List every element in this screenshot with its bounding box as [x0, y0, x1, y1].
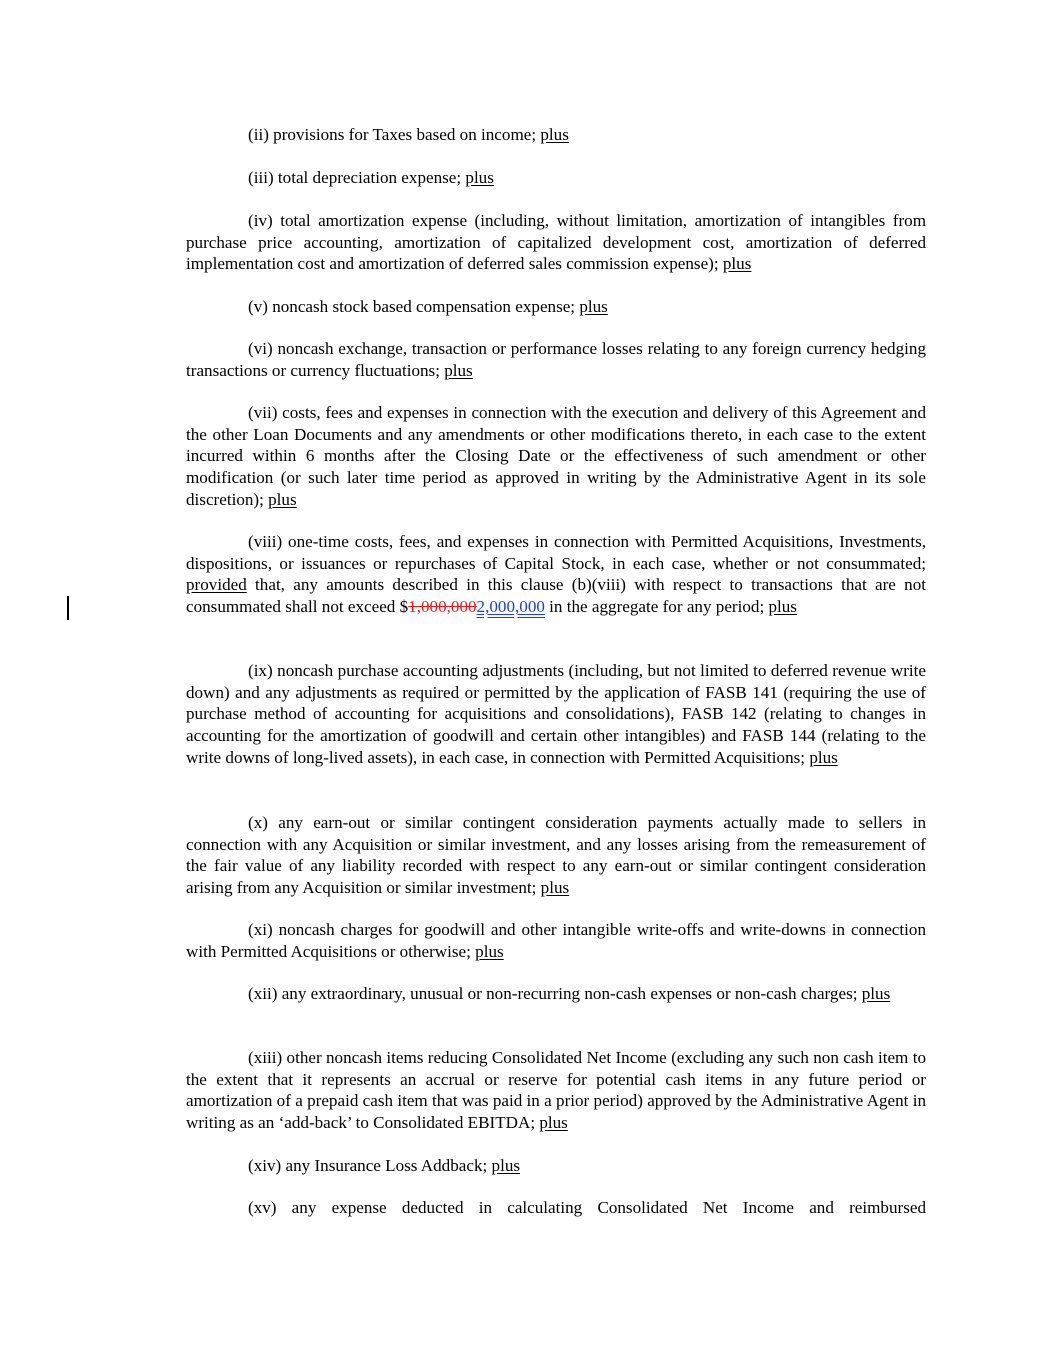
plus-connector: plus	[491, 1156, 521, 1175]
plus-connector: plus	[268, 489, 297, 509]
clause-viii	[186, 531, 926, 618]
clause-text-end: in the aggregate for any period;	[544, 597, 769, 617]
clause-text: (ii) provisions for Taxes based on income;	[248, 125, 541, 144]
clause-text: (xiv) any Insurance Loss Addback;	[248, 1156, 492, 1175]
clause-ii	[186, 124, 926, 146]
plus-connector: plus	[540, 878, 570, 898]
clause-xiv	[186, 1155, 926, 1177]
plus-connector: plus	[475, 941, 504, 961]
clause-v	[186, 296, 926, 318]
clause-vi	[186, 338, 926, 381]
clause-text: (viii) one-time costs, fees, and expenses in connection with Permitted Acquisitions, Investments, dispositions, or issuances or repurchases of Capital Stock, in each case, whether or not consummated;	[186, 532, 926, 573]
clause-text: (vi) noncash exchange, transaction or performance losses relating to any foreign currency hedging transactions or currency fluctuations;	[186, 339, 926, 380]
clause-x	[186, 812, 926, 899]
clause-iv	[186, 210, 926, 275]
plus-connector: plus	[465, 168, 494, 187]
clause-text: (xii) any extraordinary, unusual or non-recurring non-cash expenses or non-cash charges;	[248, 984, 862, 1003]
clause-text: (v) noncash stock based compensation expense;	[248, 297, 580, 316]
clause-iii	[186, 167, 926, 189]
clause-xi	[186, 919, 926, 962]
clause-xii	[186, 983, 926, 1005]
clause-text: (xiii) other noncash items reducing Consolidated Net Income (excluding any such non cash item to the extent that it represents an accrual or reserve for potential cash items in any future period or amortization of a prepaid cash item that was paid in a prior period) approved by the Administrative Agent in writing as an ‘add-back’ to Consolidated EBITDA;	[186, 1048, 926, 1133]
plus-connector: plus	[809, 747, 838, 767]
plus-connector: plus	[539, 1113, 568, 1133]
deleted-amount: 1,000,000	[408, 597, 477, 617]
clause-text: (xv) any expense deducted in calculating Consolidated Net Income and reimbursed	[248, 1198, 926, 1217]
plus-connector: plus	[861, 984, 891, 1003]
provided-term: provided	[186, 575, 247, 595]
clause-text: (iv) total amortization expense (including, without limitation, amortization of intangibles from purchase price accounting, amortization of capitalized development cost, amortization of deferred implementation cost and amortization of deferred sales commission expense);	[186, 211, 926, 274]
clause-text: (ix) noncash purchase accounting adjustments (including, but not limited to deferred revenue write down) and any adjustments as required or permitted by the application of FASB 141 (requiring the use of purchase method of accounting for acquisitions and consolidations), FASB 142 (relating to changes in accounting for the amortization of goodwill and certain other intangibles) and FASB 144 (relating to the write downs of long-lived assets), in each case, in connection with Permitted Acquisitions;	[186, 661, 926, 767]
inserted-amount: 2,000,000	[476, 597, 545, 617]
plus-connector: plus	[444, 360, 473, 380]
revision-change-bar	[67, 596, 69, 620]
plus-connector: plus	[579, 297, 608, 316]
clause-text: (xi) noncash charges for goodwill and other intangible write-offs and write-downs in connection with Permitted Acquisitions or otherwise;	[186, 920, 926, 961]
plus-connector: plus	[540, 125, 569, 144]
clause-text-continued: that, any amounts described in this clause (b)(viii) with respect to transactions that are not consummated shall not exceed $	[186, 575, 926, 617]
clause-xv	[186, 1197, 926, 1219]
clause-text: (iii) total depreciation expense;	[248, 168, 466, 187]
clause-ix	[186, 660, 926, 769]
clause-xiii	[186, 1047, 926, 1134]
clause-text: (x) any earn-out or similar contingent consideration payments actually made to sellers in connection with any Acquisition or similar investment, and any losses arising from the remeasurement of the fair value of any liability recorded with respect to any earn-out or similar contingent consideration arising from any Acquisition or similar investment;	[186, 813, 926, 898]
plus-connector: plus	[768, 597, 797, 617]
clause-text: (vii) costs, fees and expenses in connection with the execution and delivery of this Agreement and the other Loan Documents and any amendments or other modifications thereto, in each case to the extent incurred within 6 months after the Closing Date or the effectiveness of such amendment or other modification (or such later time period as approved in writing by the Administrative Agent in its sole discretion);	[186, 403, 926, 509]
clause-vii	[186, 402, 926, 511]
plus-connector: plus	[722, 254, 752, 274]
